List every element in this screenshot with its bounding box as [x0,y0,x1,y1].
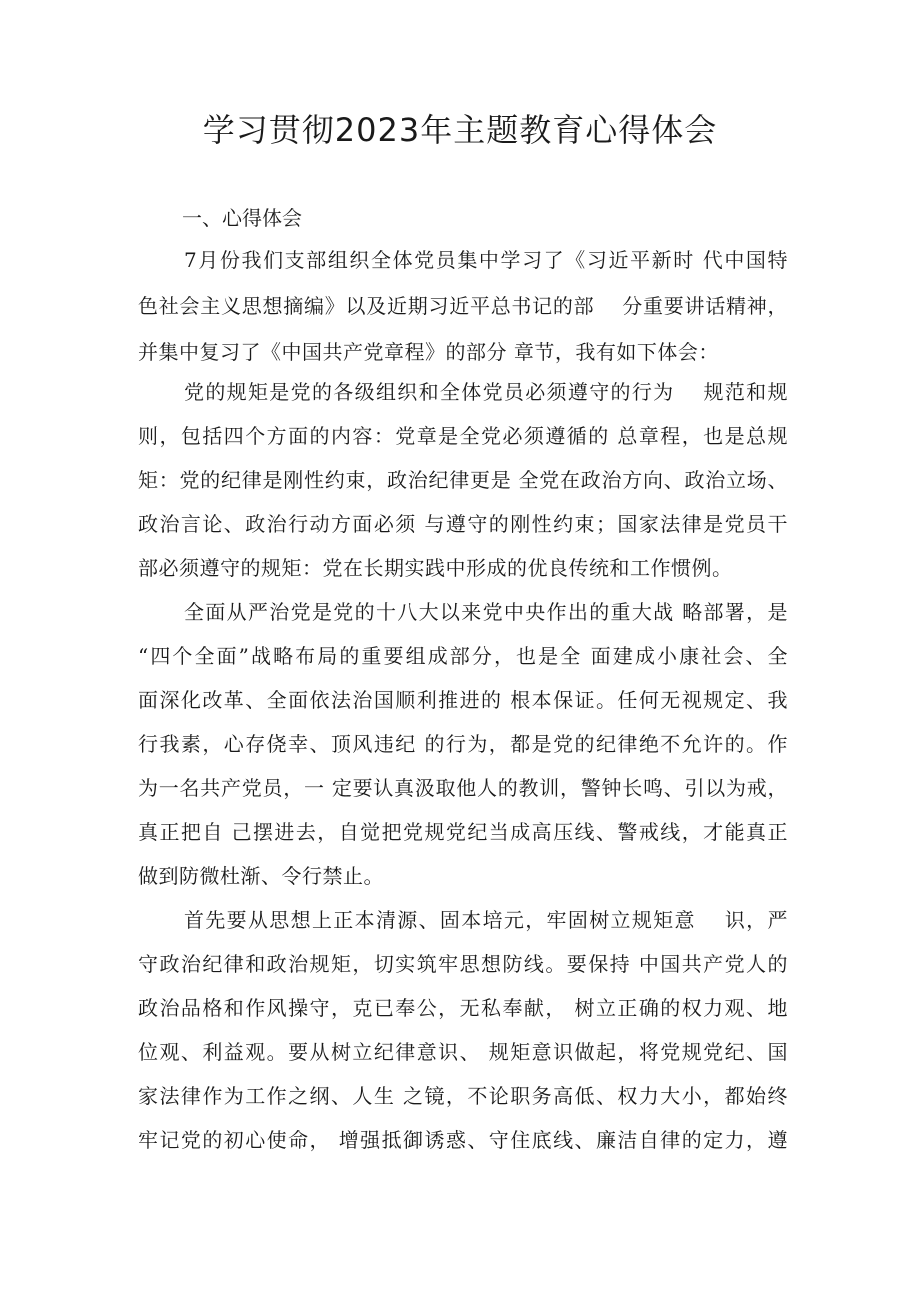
paragraph-4-line-1: 首先要从思想上正本清源、固本培元，牢固树立规矩意 识，严 [184,908,788,932]
document-title: 学习贯彻2023年主题教育心得体会 [202,111,718,149]
section-heading: 一、心得体会 [182,206,302,230]
paragraph-3-line-4: 行我素，心存侥幸、顶风违纪 的行为，都是党的纪律绝不允许的。作 [138,732,788,756]
paragraph-2-line-4: 政治言论、政治行动方面必须 与遵守的刚性约束；国家法律是党员干 [138,512,788,536]
paragraph-3-line-6: 真正把自 己摆进去，自觉把党规党纪当成高压线、警戒线，才能真正 [138,820,788,844]
paragraph-4-line-6: 牢记党的初心使命， 增强抵御诱惑、守住底线、廉洁自律的定力，遵 [138,1128,788,1152]
paragraph-2-line-2: 则，包括四个方面的内容：党章是全党必须遵循的 总章程，也是总规 [138,424,788,448]
paragraph-2-line-1: 党的规矩是党的各级组织和全体党员必须遵守的行为 规范和规 [184,380,788,404]
paragraph-2-line-5: 部必须遵守的规矩：党在长期实践中形成的优良传统和工作惯例。 [138,556,733,580]
paragraph-3-line-3: 面深化改革、全面依法治国顺利推进的 根本保证。任何无视规定、我 [138,688,788,712]
paragraph-2-line-3: 矩：党的纪律是刚性约束，政治纪律更是 全党在政治方向、政治立场、 [138,468,788,492]
paragraph-4-line-4: 位观、利益观。要从树立纪律意识、 规矩意识做起，将党规党纪、国 [138,1040,788,1064]
paragraph-1-line-1: 7月份我们支部组织全体党员集中学习了《习近平新时 代中国特 [184,248,788,272]
paragraph-3-line-5: 为一名共产党员，一 定要认真汲取他人的教训，警钟长鸣、引以为戒， [138,776,788,800]
paragraph-3-line-7: 做到防微杜渐、令行禁止。 [138,864,384,888]
paragraph-1-line-2: 色社会主义思想摘编》以及近期习近平总书记的部 分重要讲话精神， [138,294,788,318]
paragraph-4-line-2: 守政治纪律和政治规矩，切实筑牢思想防线。要保持 中国共产党人的 [138,952,788,976]
paragraph-4-line-3: 政治品格和作风操守，克已奉公，无私奉献， 树立正确的权力观、地 [138,996,788,1020]
paragraph-1-line-3: 并集中复习了《中国共产党章程》的部分 章节，我有如下体会： [138,340,719,364]
paragraph-3-line-2: “四个全面”战略布局的重要组成部分，也是全 面建成小康社会、全 [138,644,788,668]
paragraph-3-line-1: 全面从严治党是党的十八大以来党中央作出的重大战 略部署，是 [184,600,788,624]
paragraph-4-line-5: 家法律作为工作之纲、人生 之镜，不论职务高低、权力大小，都始终 [138,1084,788,1108]
